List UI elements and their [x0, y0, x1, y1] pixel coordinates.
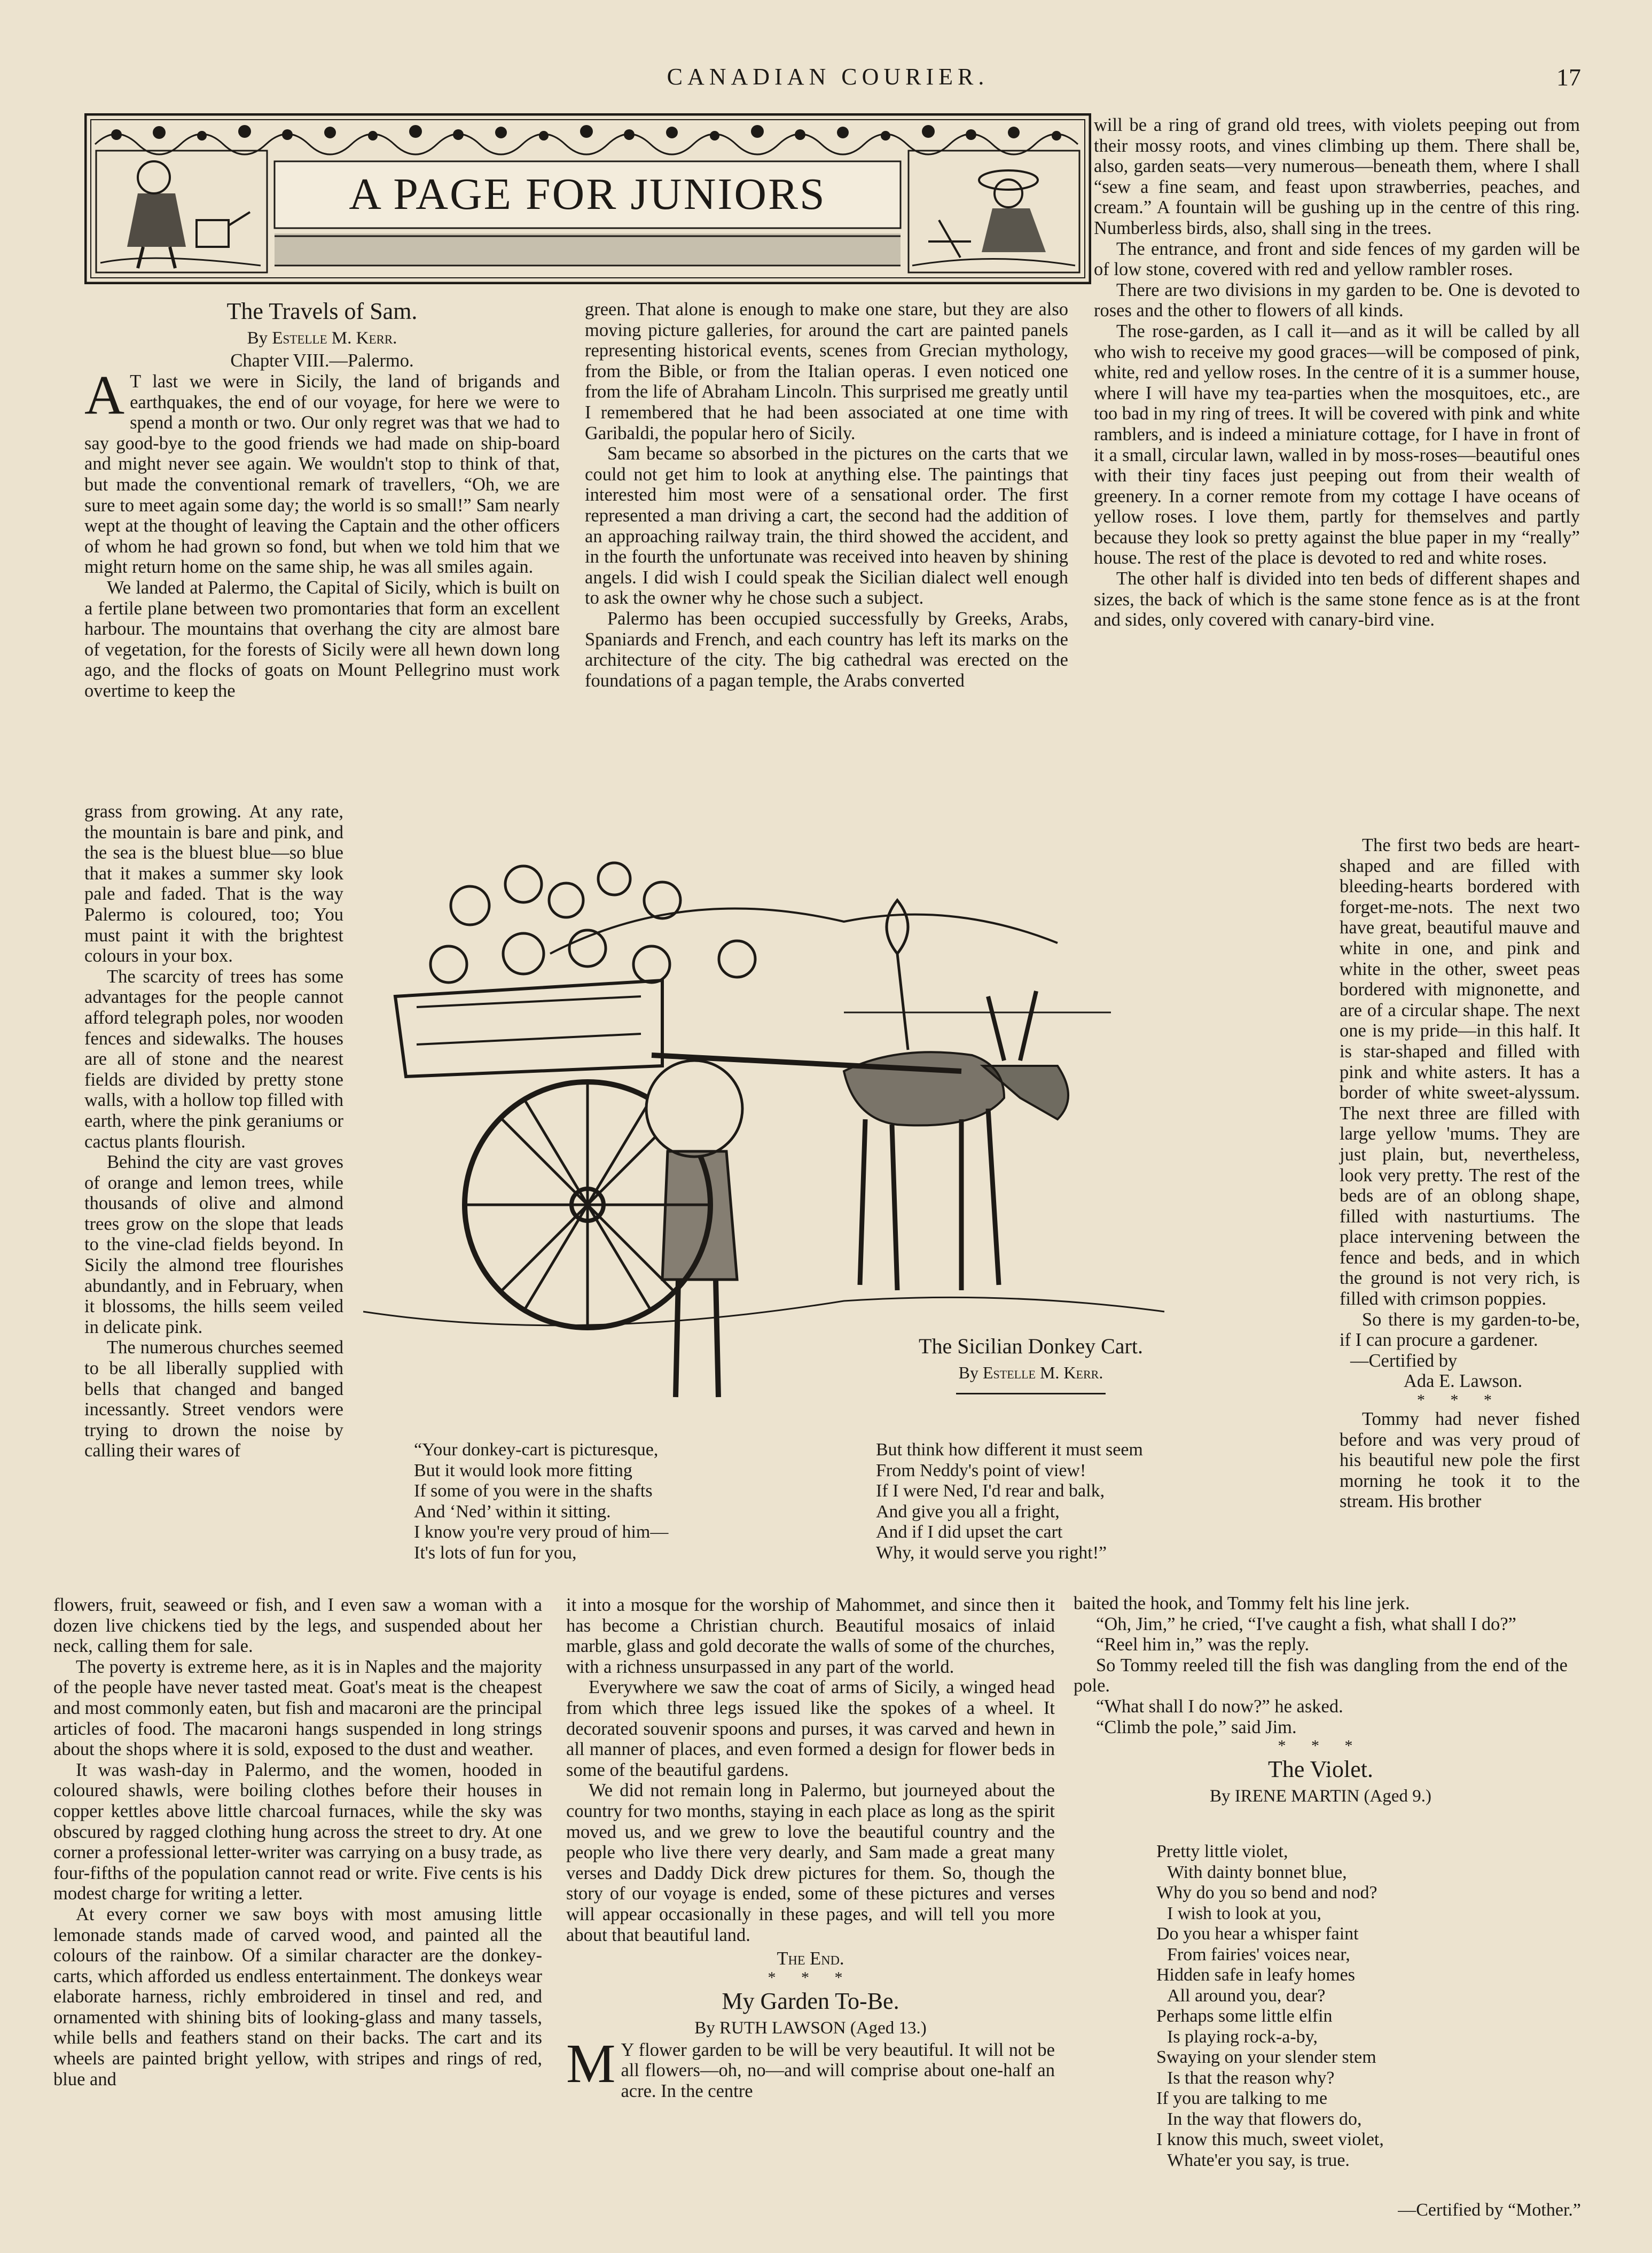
- travels-paragraph: It was wash-day in Palermo, and the women, hooded in coloured shawls, were boiling clothes before their houses in copper kettles above little charcoal furnaces, while the sky was obscured by ragged clothing hung across the street to dry. At one corner a professional letter-writer was carrying on a busy trade, as four-fifths of the population cannot read or write. Five cents is his modest charge for writing a letter.: [53, 1759, 542, 1904]
- garden-col3-narrow: [1340, 835, 1580, 1512]
- travels-paragraph: The scarcity of trees has some advantages for the people cannot afford telegraph poles, nor wooden fences and sidewalks. The houses are all of stone and the nearest fields are divided by pretty stone walls, with a hollow top filled with earth, where the pink geraniums or cactus plants flourish.: [84, 966, 343, 1152]
- travels-paragraph: The numerous churches seemed to be all liberally supplied with bells that changed and banged incessantly. Street vendors were trying to drown the noise by calling their wares of: [84, 1337, 343, 1461]
- tommy-col3-bottom: [1074, 1593, 1568, 1808]
- caption-rule: [956, 1393, 1106, 1394]
- travels-chapter: Chapter VIII.—Palermo.: [230, 350, 414, 371]
- caption-byline: By Estelle M. Kerr.: [958, 1363, 1103, 1382]
- travels-col1-top: [84, 297, 560, 701]
- travels-col1-bottom: [53, 1595, 542, 2090]
- garden-paragraph: The entrance, and front and side fences of my garden will be of low stone, covered with red and yellow rambler roses.: [1094, 238, 1580, 280]
- travels-col1-narrow: [84, 801, 343, 1461]
- travels-paragraph: Sam became so absorbed in the pictures on the carts that we could not get him to look at anything else. The paintings that interested him most were of a sensational order. The first represented a man driving a cart, the second had the addition of an approaching railway train, the third showed the accident, and in the fourth the unfortunate was received into heaven by shining angels. I did wish I could speak the Sicilian dialect well enough to ask the owner why he chose such a subject.: [585, 443, 1068, 609]
- travels-paragraph: A T last we were in Sicily, the land of brigands and earthquakes, the end of our voyage, for here we were to spend a month or two. Our only regret was that we had to say good-bye to the good friends we had made on ship-board and might never see again. We wouldn't stop to think of that, but made the conventional remark of travellers, “Oh, we are sure to meet again some day; the world is so small!” Sam nearly wept at the thought of leaving the Captain and the other officers of whom he had grown so fond, but when we told him that we might return home on the same ship, he was all smiles again.: [84, 364, 560, 578]
- travels-paragraph: Palermo has been occupied successfully by Greeks, Arabs, Spaniards and French, and each country has left its marks on the architecture of the city. The big cathedral was erected on the foundations of a pagan temple, the Arabs converted: [585, 608, 1068, 691]
- violet-title: The Violet.: [1268, 1756, 1373, 1783]
- drop-cap: A: [84, 364, 125, 426]
- travels-paragraph: Behind the city are vast groves of orange and lemon trees, while thousands of olive and almond trees grow on the slope that leads to the vine-clad fields beyond. In Sicily the almond tree flourishes abundantly, and in February, when it blossoms, the hills seem veiled in delicate pink.: [84, 1152, 343, 1337]
- garden-certified: —Certified by: [1350, 1350, 1458, 1371]
- tommy-paragraph: “Reel him in,” was the reply.: [1096, 1634, 1310, 1655]
- publication-title: CANADIAN COURIER.: [667, 64, 989, 90]
- garden-col3-top: [1094, 115, 1580, 630]
- garden-paragraph: There are two divisions in my garden to be. One is devoted to roses and the other to flowers of all kinds.: [1094, 279, 1580, 321]
- travels-byline: By Estelle M. Kerr.: [247, 329, 397, 348]
- the-end: The End.: [777, 1948, 844, 1969]
- tommy-paragraph: So Tommy reeled till the fish was dangling from the end of the pole.: [1074, 1655, 1568, 1696]
- travels-paragraph: green. That alone is enough to make one stare, but they are also moving picture galleries, for around the cart are painted panels representing historical events, scenes from Grecian mythology, from the Bible, or from the Italian operas. I even noticed one from the life of Abraham Lincoln. This surprised me greatly until I remembered that he had been associated at one time with Garibaldi, the popular hero of Sicily.: [585, 299, 1068, 443]
- caption-title: The Sicilian Donkey Cart.: [919, 1334, 1143, 1358]
- tommy-paragraph: “Oh, Jim,” he cried, “I've caught a fish, what shall I do?”: [1096, 1613, 1516, 1634]
- child-gardening-vignette: [909, 151, 1079, 272]
- page-number: 17: [1556, 64, 1581, 91]
- tommy-paragraph: baited the hook, and Tommy felt his line jerk.: [1074, 1593, 1410, 1613]
- travels-paragraph: grass from growing. At any rate, the mountain is bare and pink, and the sea is the bluest blue—so blue that it makes a summer sky look pale and faded. That is the way Palermo is coloured, too; You must paint it with the brightest colours in your box.: [84, 801, 343, 966]
- donkey-verse-left: “Your donkey-cart is picturesque, But it would look more fitting If some of you were in the shafts And ‘Ned’ within it sitting. I know you're very proud of him— It's lots of fun for you,: [414, 1440, 669, 1563]
- donkey-verse-right: But think how different it must seem From Neddy's point of view! If I were Ned, I'd rear and balk, And give you all a fright, And if I did upset the cart Why, it would serve you right!”: [876, 1440, 1143, 1563]
- travels-paragraph: We landed at Palermo, the Capital of Sicily, which is built on a fertile plane between two promontaries that form an excellent harbour. The mountains that overhang the city are almost bare of vegetation, for the forests of Sicily were all hewn down long ago, and the flocks of goats on Mount Pellegrino must work overtime to keep the: [84, 577, 560, 701]
- violet-byline: By IRENE MARTIN (Aged 9.): [1209, 1787, 1432, 1806]
- tommy-paragraph: Tommy had never fished before and was very proud of his beautiful new pole the first morning he took it to the stream. His brother: [1340, 1409, 1580, 1512]
- donkey-cart-illustration: [363, 820, 1266, 1418]
- section-separator: * * *: [1417, 1391, 1502, 1409]
- violet-poem: Pretty little violet, With dainty bonnet blue, Why do you so bend and nod? I wish to look at you, Do you hear a whisper faint From fairies' voices near, Hidden safe in leafy homes All around you, dear? Perhaps some little elfin Is playing rock-a-by, Swaying on your slender stem Is that the reason why? If you are talking to me In the way that flowers do, I know this much, sweet violet, Whate'er you say, is true.: [1156, 1842, 1384, 2170]
- travels-paragraph: We did not remain long in Palermo, but journeyed about the country for two months, staying in each place as long as the spirit moved us, and we grew to love the beautiful country and the people who live there very dearly, and Sam made a great many verses and Daddy Dick drew pictures for them. So, though the story of our voyage is ended, some of these pictures and verses will appear occasionally in these pages, and will tell you more about that beautiful land.: [566, 1780, 1055, 1945]
- travels-col2-top: [585, 299, 1068, 691]
- garden-certifier: Ada E. Lawson.: [1404, 1371, 1523, 1392]
- garden-paragraph: The rose-garden, as I call it—and as it will be called by all who wish to receive my good graces—will be composed of pink, white, red and yellow roses. In the centre of it is a summer house, where I will have my tea-parties when the mosquitoes, etc., are too bad in my ring of trees. It will be covered with pink and white ramblers, and is indeed a miniature cottage, for I have in front of it a small, circular lawn, walled in by moss-roses—beautiful ones with their tiny faces just peeping out from their wealth of greenery. In a corner remote from my cottage I have oceans of yellow roses. I love them, partly for themselves and partly because they look so pretty against the blue paper in my “really” house. The rest of the place is devoted to red and white roses.: [1094, 321, 1580, 568]
- child-watering-vignette: [96, 151, 267, 272]
- garden-paragraph: M Y flower garden to be will be very beautiful. It will not be all flowers—oh, no—and will comprise about one-half an acre. In the centre: [566, 2032, 1055, 2101]
- travels-col2-bottom: [566, 1595, 1055, 2101]
- garden-paragraph: will be a ring of grand old trees, with violets peeping out from their mossy roots, and vines climbing up them. There shall be, also, garden seats—very numerous—beneath them, where I shall “sew a fine seam, and feast upon strawberries, peaches, and cream.” A fountain will be gushing up in the centre of this ring. Numberless birds, also, shall sing in the trees.: [1094, 115, 1580, 238]
- travels-paragraph: it into a mosque for the worship of Mahommet, and since then it has become a Christian church. Beautiful mosaics of inlaid marble, glass and gold decorate the walls of some of the churches, with a richness unsurpassed in any part of the world.: [566, 1595, 1055, 1677]
- drop-cap: M: [566, 2032, 616, 2094]
- violet-certified: —Certified by “Mother.”: [1398, 2200, 1581, 2220]
- garden-byline: By RUTH LAWSON (Aged 13.): [694, 2018, 927, 2038]
- travels-title: The Travels of Sam.: [226, 298, 418, 324]
- travels-paragraph: Everywhere we saw the coat of arms of Sicily, a winged head from which three legs issued like the spokes of a wheel. It decorated souvenir spoons and purses, it was carved and hewn in all manner of places, and even formed a design for flower beds in some of the beautiful gardens.: [566, 1677, 1055, 1780]
- section-separator: * * *: [768, 1968, 854, 1986]
- banner-title: A PAGE FOR JUNIORS: [349, 169, 826, 219]
- travels-paragraph: At every corner we saw boys with most amusing little lemonade stands made of carved wood, and painted all the colours of the rainbow. Of a similar character are the donkey-carts, which afforded us endless entertainment. The donkeys wear elaborate harness, richly embroidered in tinsel and red, and ornamented with shining bits of looking-glass and many tassels, while bells and feathers stand on their backs. The cart and its wheels are painted bright yellow, with stripes and rings of red, blue and: [53, 1904, 542, 2090]
- illustration-caption: [865, 1333, 1196, 1394]
- garden-title: My Garden To-Be.: [722, 1987, 899, 2014]
- garden-paragraph: The other half is divided into ten beds of different shapes and sizes, the back of which is the same stone fence as is at the front and sides, only covered with canary-bird vine.: [1094, 568, 1580, 630]
- tommy-paragraph: “What shall I do now?” he asked.: [1096, 1696, 1343, 1717]
- donkey-cart-drawing: [363, 820, 1266, 1418]
- garden-paragraph: So there is my garden-to-be, if I can procure a gardener.: [1340, 1309, 1580, 1351]
- section-separator: * * *: [1278, 1737, 1364, 1755]
- garden-paragraph: The first two beds are heart-shaped and are filled with bleeding-hearts bordered with forget-me-nots. The next two have great, beautiful mauve and white in one, and pink and white in the other, sweet peas bordered with mignonette, and are of a circular shape. The next one is my pride—in this half. It is star-shaped and filled with pink and white asters. It has a border of white sweet-alyssum. The next three are filled with large yellow 'mums. They are just plain, but, nevertheless, look very pretty. The rest of the beds are of an oblong shape, filled with nasturtiums. The place intervening between the fence and beds, and in which the ground is not very rich, is filled with crimson poppies.: [1340, 835, 1580, 1309]
- travels-paragraph: The poverty is extreme here, as it is in Naples and the majority of the people have never tasted meat. Goat's meat is the cheapest and most commonly eaten, but fish and macaroni are the principal articles of food. The macaroni hangs suspended in long strings about the shops where it is sold, exposed to the dust and weather.: [53, 1656, 542, 1760]
- juniors-banner: [84, 113, 1091, 284]
- tommy-paragraph: “Climb the pole,” said Jim.: [1096, 1717, 1297, 1737]
- travels-paragraph: flowers, fruit, seaweed or fish, and I even saw a woman with a dozen live chickens tied by the legs, and suspended about her neck, calling them for sale.: [53, 1595, 542, 1657]
